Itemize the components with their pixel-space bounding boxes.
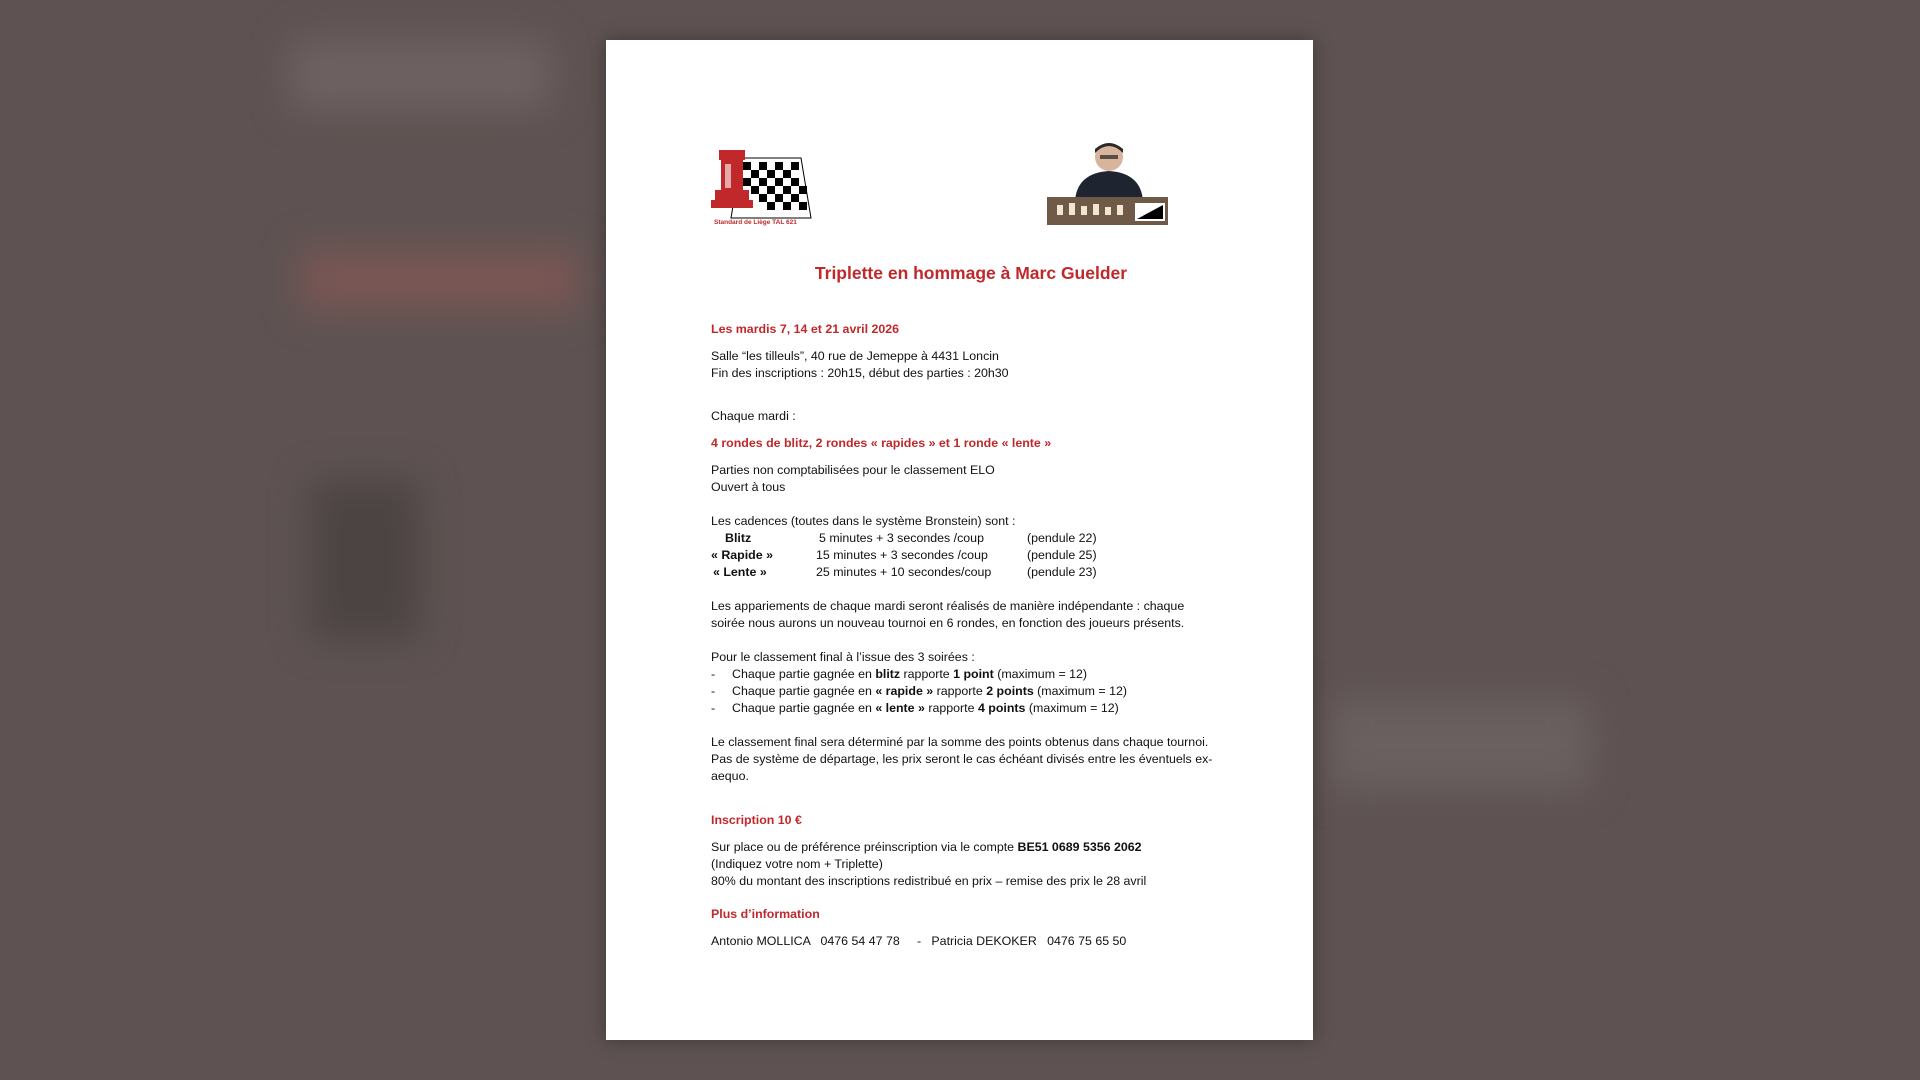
inscription-line: 80% du montant des inscriptions redistribué en prix – remise des prix le 28 avril [711, 874, 1147, 888]
rounds-heading: 4 rondes de blitz, 2 rondes « rapides » et 1 ronde « lente » [711, 436, 1052, 450]
cadence-name: « Rapide » [711, 548, 773, 562]
ranking-item [711, 666, 1231, 683]
bg-blob [310, 480, 420, 640]
ranking-item [711, 700, 1231, 717]
ranking-text: rapporte [933, 684, 987, 698]
cadences-intro: Les cadences (toutes dans le système Bronstein) sont : [711, 514, 1016, 528]
final-line: aequo. [711, 769, 749, 783]
bg-blob [290, 40, 550, 110]
ranking-max: (maximum = 12) [1033, 684, 1128, 698]
ranking-max: (maximum = 12) [1025, 701, 1119, 715]
ranking-dash: - [711, 667, 716, 681]
times-text: Fin des inscriptions : 20h15, début des parties : 20h30 [711, 366, 1009, 380]
cadence-name: « Lente » [713, 565, 767, 579]
ranking-max: (maximum = 12) [993, 667, 1088, 681]
not-elo-text: Parties non comptabilisées pour le classement ELO [711, 463, 995, 477]
bg-blob [300, 250, 580, 310]
open-text: Ouvert à tous [711, 480, 786, 494]
bg-blob [1330, 700, 1590, 790]
flyer-page [606, 40, 1313, 1040]
cadence-clock: (pendule 23) [1027, 565, 1097, 579]
inscription-line: (Indiquez votre nom + Triplette) [711, 857, 883, 871]
cadence-row [711, 530, 1231, 547]
ranking-mode: « rapide » [875, 684, 934, 698]
flyer-title: Triplette en hommage à Marc Guelder [814, 263, 1128, 283]
ranking-dash: - [711, 684, 716, 698]
cadence-time: 15 minutes + 3 secondes /coup [816, 548, 988, 562]
ranking-dash: - [711, 701, 716, 715]
each-tuesday-text: Chaque mardi : [711, 409, 796, 423]
ranking-text: Chaque partie gagnée en [732, 701, 876, 715]
cadence-time: 25 minutes + 10 secondes/coup [816, 565, 992, 579]
ranking-item [711, 683, 1231, 700]
chess-club-logo-icon [711, 138, 815, 228]
ranking-text: rapporte [900, 667, 954, 681]
pairings-line: Les appariements de chaque mardi seront réalisés de manière indépendante : chaque [711, 599, 1185, 613]
ranking-intro: Pour le classement final à l’issue des 3 soirées : [711, 650, 975, 664]
inscription-text [711, 839, 1142, 856]
inscription-line: Sur place ou de préférence préinscription via le compte [711, 840, 1018, 854]
ranking-points: 1 point [953, 667, 994, 681]
cadence-row [711, 547, 1231, 564]
final-line: Le classement final sera déterminé par la somme des points obtenus dans chaque tournoi. [711, 735, 1209, 749]
iban-value: BE51 0689 5356 2062 [1017, 840, 1142, 854]
cadence-time: 5 minutes + 3 secondes /coup [819, 531, 984, 545]
portrait-photo-icon [1047, 129, 1168, 225]
pairings-line: soirée nous aurons un nouveau tournoi en 6 rondes, en fonction des joueurs présents. [711, 616, 1185, 630]
ranking-text: Chaque partie gagnée en [732, 667, 876, 681]
final-line: Pas de système de départage, les prix seront le cas échéant divisés entre les éventuels ex- [711, 752, 1213, 766]
ranking-text: rapporte [924, 701, 978, 715]
dates-heading: Les mardis 7, 14 et 21 avril 2026 [711, 322, 900, 336]
ranking-mode: « lente » [875, 701, 925, 715]
cadence-name: Blitz [725, 531, 752, 545]
cadence-row [711, 564, 1231, 581]
cadence-clock: (pendule 25) [1027, 548, 1097, 562]
venue-text: Salle “les tilleuls”, 40 rue de Jemeppe à 4431 Loncin [711, 349, 999, 363]
ranking-text: Chaque partie gagnée en [732, 684, 876, 698]
ranking-points: 4 points [977, 701, 1026, 715]
ranking-points: 2 points [986, 684, 1034, 698]
ranking-mode: blitz [875, 667, 901, 681]
inscription-heading: Inscription 10 € [711, 813, 802, 827]
logo-caption: Standard de Liège TAL 621 [714, 219, 797, 226]
contacts-text: Antonio MOLLICA 0476 54 47 78 - Patricia DEKOKER 0476 75 65 50 [711, 934, 1127, 948]
cadence-clock: (pendule 22) [1027, 531, 1097, 545]
info-heading: Plus d’information [711, 907, 820, 921]
